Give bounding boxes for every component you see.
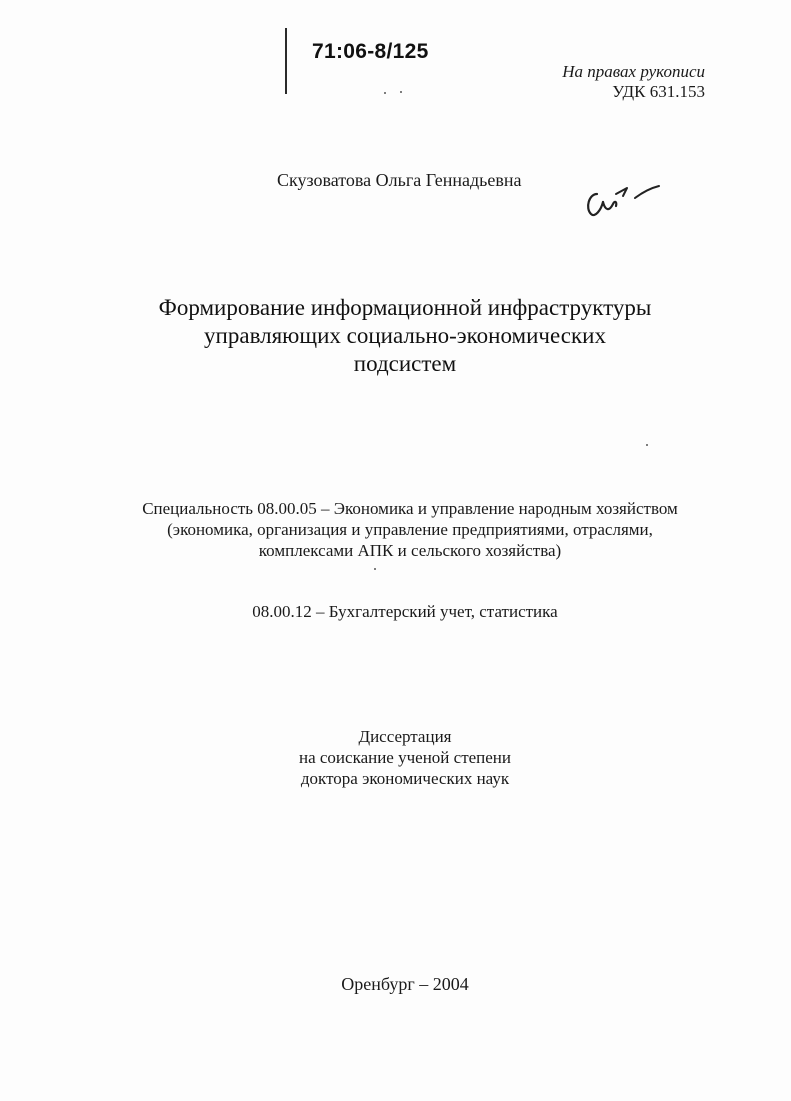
- rights-block: [562, 62, 705, 102]
- scan-speck: [646, 444, 648, 446]
- second-speciality: 08.00.12 – Бухгалтерский учет, статистика: [252, 602, 558, 621]
- dissertation-title: [60, 294, 750, 378]
- speciality-line: (экономика, организация и управление предприятиями, отраслями,: [167, 520, 653, 539]
- title-line: Формирование информационной инфраструктуры: [158, 295, 652, 320]
- speciality-line: комплексами АПК и сельского хозяйства): [258, 541, 562, 560]
- handwritten-signature-icon: [583, 180, 663, 222]
- degree-block: [60, 726, 750, 789]
- title-line: управляющих социально-экономических: [204, 323, 606, 348]
- scan-speck: [384, 92, 386, 94]
- scan-speck: [400, 91, 402, 93]
- degree-line: Диссертация: [358, 727, 452, 746]
- degree-line: на соискание ученой степени: [298, 748, 512, 767]
- scan-speck: [374, 568, 376, 570]
- degree-line: доктора экономических наук: [300, 769, 510, 788]
- stamp-vertical-line: [285, 28, 287, 94]
- udk-code: УДК 631.153: [612, 82, 705, 101]
- archive-stamp-number: 71:06-8/125: [312, 40, 429, 63]
- city-year: Оренбург – 2004: [341, 974, 469, 994]
- author-name: Скузоватова Ольга Геннадьевна: [277, 170, 522, 190]
- speciality-block: [60, 498, 760, 561]
- title-line: подсистем: [353, 351, 457, 376]
- rights-label: На правах рукописи: [562, 62, 705, 81]
- speciality-line: Специальность 08.00.05 – Экономика и управление народным хозяйством: [142, 499, 678, 518]
